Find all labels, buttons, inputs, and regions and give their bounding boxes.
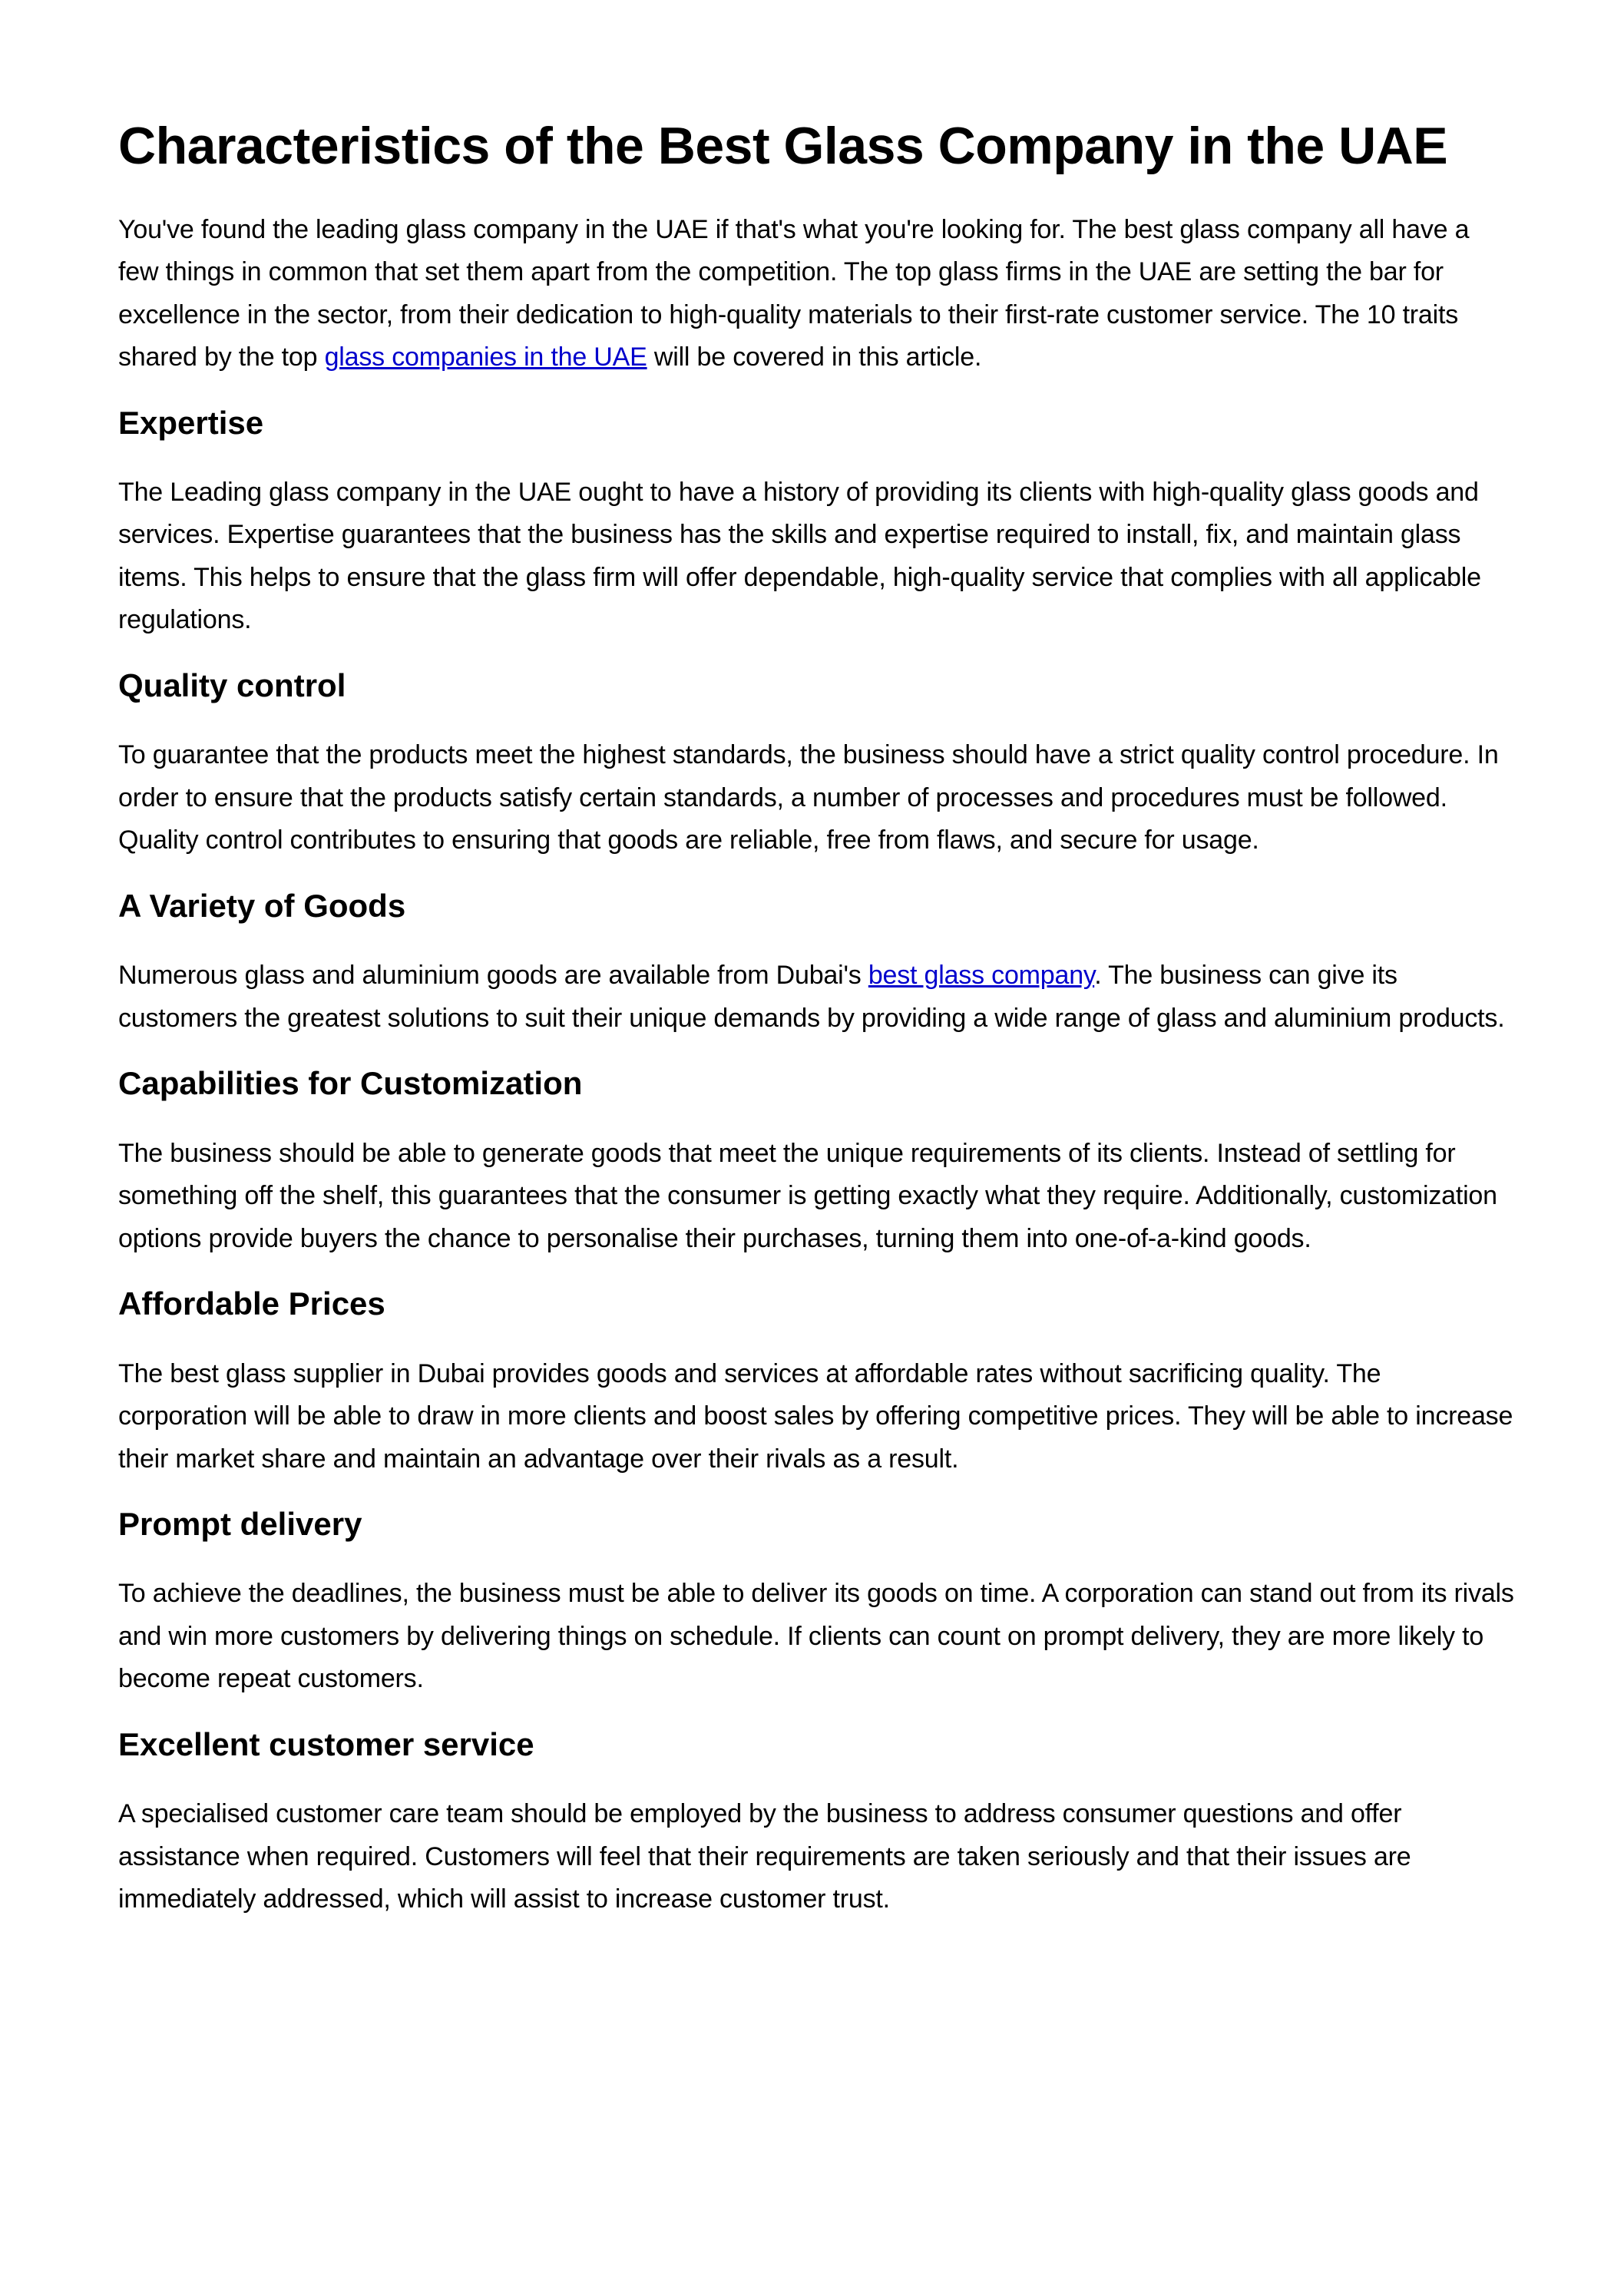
section-body-customer-service: A specialised customer care team should be employed by the business to address consumer questions and offer assistance when required. Customers will feel that their requirements are taken seriously and that their issues are immediately addressed, which will assist to increase customer trust. [118, 1799, 1411, 1914]
best-glass-company-link[interactable]: best glass company [868, 961, 1095, 991]
page-title: Characteristics of the Best Glass Company in the UAE [118, 117, 1448, 175]
intro-paragraph [118, 209, 1516, 379]
section-body-customization: The business should be able to generate goods that meet the unique requirements of its clients. Instead of settling for something off the shelf, this guarantees that the consumer is getting exactly what they require. Additionally, customization options provide buyers the chance to personalise their purchases, turning them into one-of-a-kind goods. [118, 1138, 1497, 1253]
section-heading-variety-of-goods: A Variety of Goods [118, 887, 406, 924]
section-body-prompt-delivery: To achieve the deadlines, the business must be able to deliver its goods on time. A corporation can stand out from its rivals and win more customers by delivering things on schedule. If clients can count on prompt delivery, they are more likely to become repeat customers. [118, 1579, 1514, 1694]
intro-text-before-link: You've found the leading glass company in the UAE if that's what you're looking for. The best glass company all have a few things in common that set them apart from the competition. The top glass firms in the UAE are setting the bar for excellence in the sector, from their dedication to high-quality materials to their first-rate customer service. The 10 traits shared by the top [118, 214, 1470, 372]
section-heading-affordable-prices: Affordable Prices [118, 1285, 385, 1322]
section-heading-quality-control: Quality control [118, 667, 346, 703]
section-heading-expertise: Expertise [118, 404, 264, 441]
intro-text-after-link: will be covered in this article. [647, 342, 982, 372]
variety-text-before-link: Numerous glass and aluminium goods are available from Dubai's [118, 961, 868, 991]
section-body-variety-of-goods [118, 954, 1516, 1040]
document-page [118, 115, 1516, 1946]
section-body-quality-control: To guarantee that the products meet the highest standards, the business should have a strict quality control procedure. In order to ensure that the products satisfy certain standards, a number of processes and procedures must be followed. Quality control contributes to ensuring that goods are reliable, free from flaws, and secure for usage. [118, 740, 1499, 855]
section-body-affordable-prices: The best glass supplier in Dubai provides goods and services at affordable rates without sacrificing quality. The corporation will be able to draw in more clients and boost sales by offering competitive prices. They will be able to increase their market share and maintain an advantage over their rivals as a result. [118, 1358, 1513, 1474]
section-heading-customer-service: Excellent customer service [118, 1725, 534, 1762]
glass-companies-uae-link[interactable]: glass companies in the UAE [324, 342, 647, 372]
section-body-expertise: The Leading glass company in the UAE ought to have a history of providing its clients with high-quality glass goods and services. Expertise guarantees that the business has the skills and expertise required to install, fix, and maintain glass items. This helps to ensure that the glass firm will offer dependable, high-quality service that complies with all applicable regulations. [118, 477, 1481, 635]
variety-text-after-link: . The business can give its customers the greatest solutions to suit their unique demands by providing a wide range of glass and aluminium products. [118, 961, 1505, 1033]
section-heading-prompt-delivery: Prompt delivery [118, 1506, 362, 1543]
section-heading-customization: Capabilities for Customization [118, 1065, 583, 1102]
